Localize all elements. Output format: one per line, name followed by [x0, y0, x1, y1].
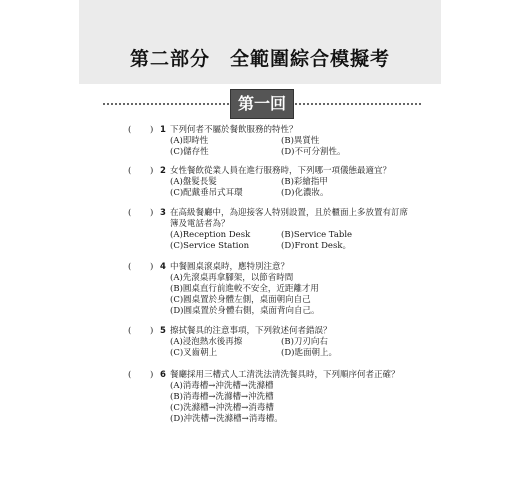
option-c: (C)Service Station [170, 241, 250, 251]
question-stem: 下列何者不屬於餐飲服務的特性？ [170, 125, 298, 135]
option-c: (C)洗滌槽→沖洗槽→消毒槽 [170, 403, 274, 413]
option-a: (A)即時性 [170, 136, 209, 146]
option-d: (D)不可分割性。 [281, 147, 346, 157]
option-b: (B)異質性 [281, 136, 320, 146]
question-stem: 在高級餐廳中，為迎接客人特別設置，且於櫃面上多放置有訂席簿及電話者為？ [170, 208, 409, 229]
option-b: (B)消毒槽→洗滌槽→沖洗槽 [170, 392, 274, 402]
question-stem: 餐廳採用三槽式人工清洗法清洗餐具時，下列順序何者正確？ [170, 370, 400, 380]
option-c: (C)圓桌置於身體左側，桌面朝向自己 [170, 295, 311, 305]
answer-blank-open: ( [128, 262, 132, 272]
option-a: (A)消毒槽→沖洗槽→洗滌槽 [170, 381, 274, 391]
option-b: (B)刀刃向右 [281, 337, 328, 347]
question-stem: 女性餐飲從業人員在進行服務時，下列哪一項儀態最適宜？ [170, 166, 392, 176]
option-c: (C)儲存性 [170, 147, 209, 157]
page-title: 第二部分 全範圍綜合模擬考 [129, 48, 390, 70]
answer-blank-close: ) [150, 125, 154, 135]
option-d: (D)圓桌置於身體右側，桌面背向自己。 [170, 306, 320, 316]
option-b: (B)Service Table [281, 230, 353, 240]
question-stem: 中餐圓桌滾桌時，應特別注意？ [170, 262, 290, 272]
question-number: 3 [160, 208, 166, 218]
option-a: (A)盤髮長髮 [170, 177, 217, 187]
answer-blank-open: ( [128, 326, 132, 336]
option-a: (A)Reception Desk [170, 230, 251, 240]
option-a: (A)先滾桌再拿腳架，以節省時間 [170, 273, 294, 283]
option-d: (D)化濃妝。 [281, 188, 329, 198]
answer-blank-close: ) [150, 208, 154, 218]
answer-blank-close: ) [150, 326, 154, 336]
section-tag: 第一回 [230, 89, 294, 119]
question-number: 4 [160, 262, 166, 272]
option-d: (D)Front Desk。 [281, 241, 351, 251]
answer-blank-close: ) [150, 370, 154, 380]
option-b: (B)彩繪指甲 [281, 177, 328, 187]
question-number: 5 [160, 326, 166, 336]
option-c: (C)叉齒朝上 [170, 348, 218, 358]
question-stem: 擦拭餐具的注意事項，下列敘述何者錯誤？ [170, 326, 332, 336]
question-number: 1 [160, 125, 166, 135]
option-b: (B)圓桌直行前進較不安全，近距離才用 [170, 284, 319, 294]
option-c: (C)配戴垂吊式耳環 [170, 188, 243, 198]
answer-blank-close: ) [150, 262, 154, 272]
answer-blank-open: ( [128, 370, 132, 380]
question-number: 2 [160, 166, 166, 176]
answer-blank-open: ( [128, 125, 132, 135]
answer-blank-open: ( [128, 166, 132, 176]
header-band [79, 0, 441, 84]
answer-blank-close: ) [150, 166, 154, 176]
question-number: 6 [160, 370, 166, 380]
option-d: (D)沖洗槽→洗滌槽→消毒槽。 [170, 414, 283, 424]
option-a: (A)浸泡熱水後再擦 [170, 337, 243, 347]
answer-blank-open: ( [128, 208, 132, 218]
option-d: (D)匙面朝上。 [281, 348, 337, 358]
